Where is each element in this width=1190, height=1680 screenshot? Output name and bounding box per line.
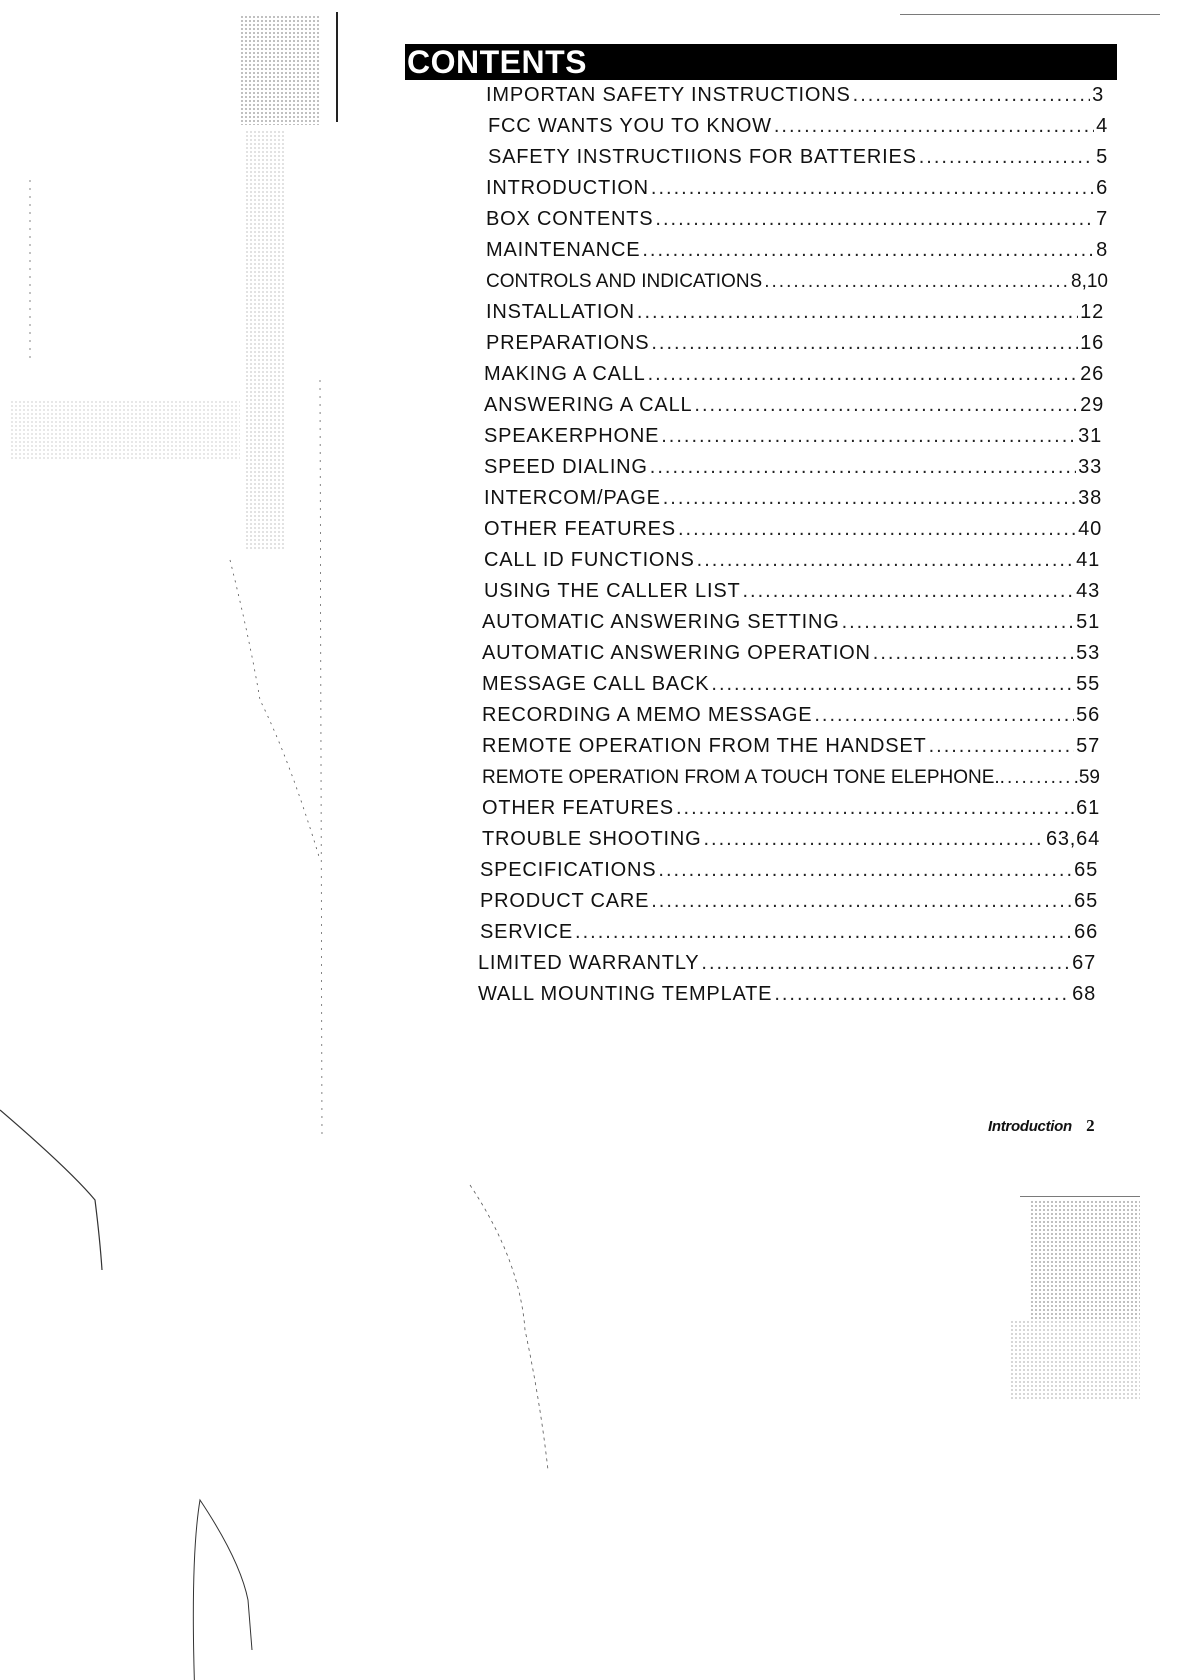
toc-leader-dots [650,452,1076,483]
toc-entry-page: 4 [1096,115,1108,137]
table-of-contents [478,80,1108,1010]
toc-leader-dots [929,731,1075,762]
toc-entry [478,855,1108,886]
toc-entry-label: AUTOMATIC ANSWERING OPERATION [482,642,871,664]
toc-entry-label: REMOTE OPERATION FROM THE HANDSET [482,735,927,757]
toc-entry-page: ..61 [1063,797,1100,819]
toc-entry-label: ANSWERING A CALL [484,394,693,416]
toc-entry-label: USING THE CALLER LIST [484,580,741,602]
toc-entry [478,638,1108,669]
toc-entry-label: IMPORTAN SAFETY INSTRUCTIONS [486,84,851,106]
toc-entry [478,80,1108,111]
toc-entry [478,514,1108,545]
toc-entry [478,390,1108,421]
toc-entry-page: 31 [1078,425,1102,447]
toc-entry-label: WALL MOUNTING TEMPLATE [478,983,773,1005]
toc-entry-page: 7 [1096,208,1108,230]
toc-entry-page: 38 [1078,487,1102,509]
toc-entry-label: PRODUCT CARE [480,890,650,912]
toc-entry-label: TROUBLE SHOOTING [482,828,702,850]
toc-entry-label: INTERCOM/PAGE [484,487,661,509]
toc-entry-page: 65 [1074,859,1098,881]
toc-entry [478,235,1108,266]
toc-entry-label: SPEAKERPHONE [484,425,660,447]
toc-entry [478,793,1108,824]
toc-entry-page: 8 [1096,239,1108,261]
toc-entry [478,762,1108,793]
toc-leader-dots [842,607,1075,638]
toc-entry-page: 68 [1072,983,1096,1005]
toc-entry-label: OTHER FEATURES [484,518,676,540]
toc-entry-label: BOX CONTENTS [486,208,654,230]
toc-entry-label: MESSAGE CALL BACK [482,673,710,695]
toc-entry-page: 33 [1078,456,1102,478]
toc-entry [478,297,1108,328]
toc-entry-page: 55 [1076,673,1100,695]
toc-leader-dots [711,669,1074,700]
page-footer [988,1116,1095,1136]
toc-entry-label: AUTOMATIC ANSWERING SETTING [482,611,840,633]
toc-entry-page: 57 [1076,735,1100,757]
toc-entry [478,731,1108,762]
toc-leader-dots [853,80,1090,111]
toc-leader-dots [678,514,1076,545]
toc-leader-dots [919,142,1094,173]
toc-entry-page: 53 [1076,642,1100,664]
toc-entry-page: 12 [1080,301,1104,323]
toc-entry-label: PREPARATIONS [486,332,650,354]
toc-entry-page: 65 [1074,890,1098,912]
toc-entry [478,421,1108,452]
toc-entry-label: MAINTENANCE [486,239,641,261]
toc-entry-page: 51 [1076,611,1100,633]
toc-entry-page: 5 [1096,146,1108,168]
toc-leader-dots [642,235,1094,266]
toc-entry-page: 56 [1076,704,1100,726]
toc-entry [478,452,1108,483]
toc-entry-page: 66 [1074,921,1098,943]
toc-entry-page: .59 [1073,767,1100,788]
footer-section-name: Introduction [988,1118,1072,1135]
toc-entry-label: LIMITED WARRANTLY [478,952,700,974]
toc-entry-page: 43 [1076,580,1100,602]
toc-entry-page: 8,10 [1071,271,1108,292]
toc-leader-dots [648,359,1079,390]
toc-leader-dots [814,700,1074,731]
toc-entry-label: RECORDING A MEMO MESSAGE [482,704,813,726]
toc-entry [478,669,1108,700]
toc-entry [478,700,1108,731]
toc-leader-dots [764,266,1069,297]
toc-leader-dots [651,328,1078,359]
toc-leader-dots [661,421,1076,452]
toc-entry [478,359,1108,390]
toc-entry [478,824,1108,855]
toc-leader-dots [704,824,1044,855]
toc-entry [478,886,1108,917]
toc-entry-page: 63,64 [1045,828,1100,850]
contents-header-bar [405,44,1117,80]
footer-page-number: 2 [1086,1116,1095,1135]
toc-entry-label: FCC WANTS YOU TO KNOW [488,115,772,137]
toc-entry-label: OTHER FEATURES [482,797,674,819]
contents-title: CONTENTS [407,44,587,80]
toc-leader-dots [743,576,1075,607]
toc-entry [478,173,1108,204]
toc-entry-label: CALL ID FUNCTIONS [484,549,695,571]
toc-leader-dots [873,638,1074,669]
toc-entry-label: INTRODUCTION [486,177,649,199]
toc-entry-label: SPECIFICATIONS [480,859,657,881]
toc-entry [478,328,1108,359]
toc-entry [478,576,1108,607]
toc-entry [478,948,1108,979]
toc-leader-dots [655,204,1094,235]
toc-entry-page: 41 [1076,549,1100,571]
toc-entry-label: REMOTE OPERATION FROM A TOUCH TONE ELEPHONE.. [482,767,1005,788]
toc-entry-label: SERVICE [480,921,574,943]
toc-entry-page: 29 [1080,394,1104,416]
toc-leader-dots [637,297,1078,328]
toc-leader-dots [697,545,1074,576]
toc-leader-dots [658,855,1072,886]
toc-entry-label: MAKING A CALL [484,363,646,385]
toc-entry-page: 40 [1078,518,1102,540]
toc-leader-dots [774,979,1070,1010]
toc-entry-label: SPEED DIALING [484,456,648,478]
toc-entry [478,142,1108,173]
toc-entry-page: 3 [1092,84,1104,106]
toc-leader-dots [1007,762,1072,793]
toc-leader-dots [575,917,1072,948]
toc-entry [478,483,1108,514]
toc-leader-dots [651,173,1094,204]
toc-entry [478,266,1108,297]
toc-leader-dots [663,483,1076,514]
toc-entry [478,979,1108,1010]
toc-entry-label: INSTALLATION [486,301,635,323]
toc-entry [478,204,1108,235]
toc-entry [478,545,1108,576]
toc-leader-dots [676,793,1061,824]
toc-entry [478,111,1108,142]
toc-entry-page: 6 [1096,177,1108,199]
toc-entry-page: 16 [1080,332,1104,354]
toc-leader-dots [694,390,1078,421]
toc-leader-dots [774,111,1094,142]
toc-leader-dots [701,948,1070,979]
toc-leader-dots [651,886,1072,917]
toc-entry [478,917,1108,948]
toc-entry-label: SAFETY INSTRUCTIIONS FOR BATTERIES [488,146,917,168]
toc-entry [478,607,1108,638]
toc-entry-page: 67 [1072,952,1096,974]
toc-entry-label: CONTROLS AND INDICATIONS [486,271,763,292]
toc-entry-page: 26 [1080,363,1104,385]
